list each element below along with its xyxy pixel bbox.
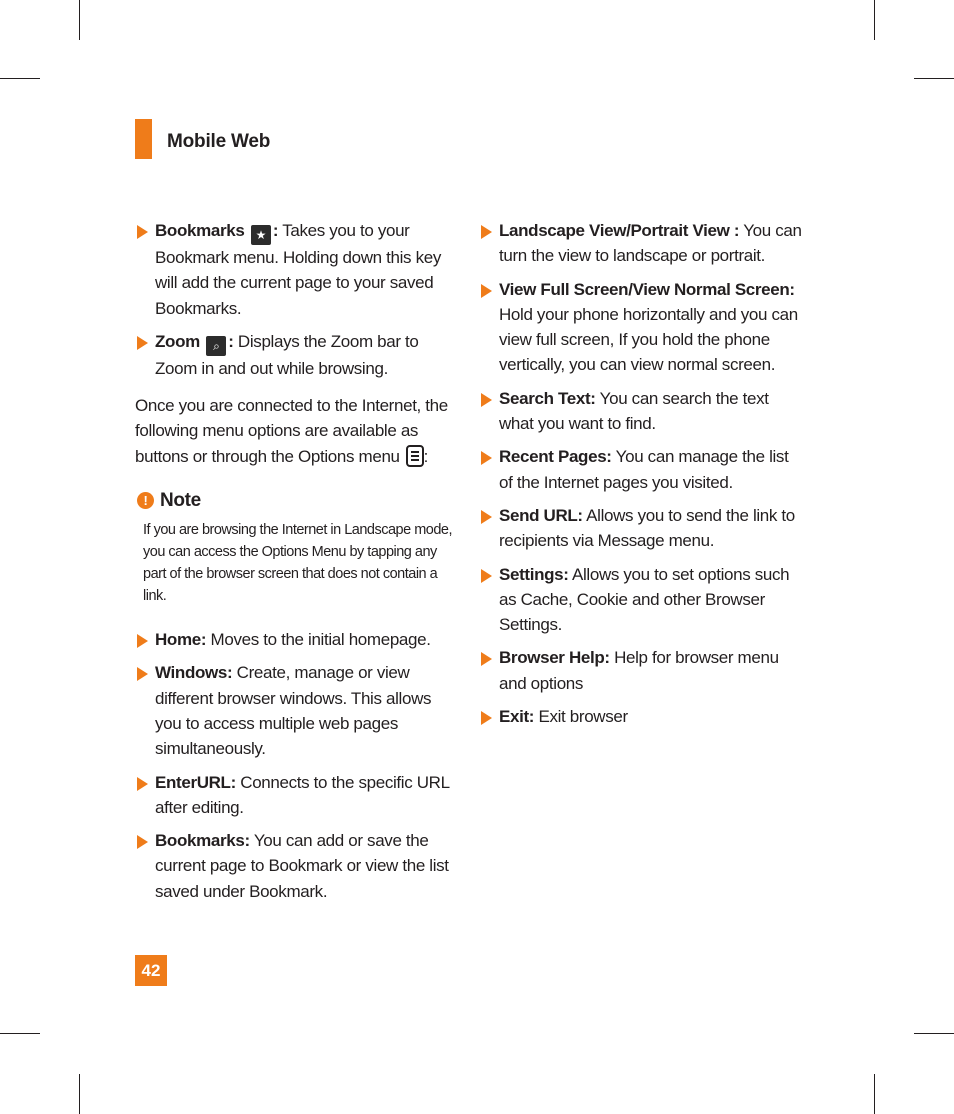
list-item-term: Bookmarks [155, 221, 245, 240]
list-item-term: Recent Pages: [499, 447, 612, 467]
list-item-home [135, 627, 453, 652]
list-item-windows [135, 660, 453, 761]
list-item-term: Search Text: [499, 388, 596, 408]
section-title: Mobile Web [167, 131, 271, 152]
list-item-term: Browser Help: [499, 648, 610, 668]
bullet-arrow-icon [481, 510, 492, 524]
bullet-arrow-icon [137, 225, 148, 239]
bullet-arrow-icon [137, 835, 148, 849]
list-item-text: You can search the text what you want to find. [499, 388, 769, 434]
list-item-text: Takes you to your Bookmark menu. Holding down this key will add the current page to your saved Bookmarks. [155, 221, 441, 318]
bullet-arrow-icon [481, 284, 492, 298]
list-item-text: Hold your phone horizontally and you can view full screen, If you hold the phone vertically, you can view normal screen. [499, 304, 798, 375]
bullet-arrow-icon [481, 225, 492, 239]
crop-mark [79, 1074, 80, 1114]
list-item-term-suffix: : [228, 331, 234, 351]
list-item-term: View Full Screen/View Normal Screen: [499, 279, 795, 299]
bullet-arrow-icon [481, 451, 492, 465]
list-item-term: Settings: [499, 564, 569, 584]
list-item-term: Exit: [499, 707, 535, 727]
note-text: If you are browsing the Internet in Landscape mode, you can access the Options Menu by tapping any part of the browser screen that does not contain a link. [143, 522, 453, 605]
list-item-full-screen [479, 277, 804, 378]
crop-mark [914, 78, 954, 79]
left-column [135, 218, 453, 912]
list-item-text: Moves to the initial homepage. [206, 630, 431, 650]
list-item-term: Send URL: [499, 505, 583, 525]
bullet-arrow-icon [137, 667, 148, 681]
note-heading [135, 489, 453, 513]
paragraph-suffix: : [423, 446, 429, 466]
list-item-text: Create, manage or view different browser windows. This allows you to access multiple web pages simultaneously. [155, 663, 432, 759]
list-item-search-text [479, 386, 804, 437]
note-title: Note [160, 490, 201, 512]
list-item-send-url [479, 503, 804, 554]
bullet-arrow-icon [481, 711, 492, 725]
crop-mark [79, 0, 80, 40]
bullet-arrow-icon [481, 393, 492, 407]
note-box [135, 489, 453, 607]
list-item-text: Connects to the specific URL after editing. [155, 772, 450, 817]
crop-mark [0, 1033, 40, 1034]
list-item-text: Allows you to send the link to recipients via Message menu. [499, 505, 795, 551]
bullet-arrow-icon [481, 569, 492, 583]
options-menu-icon [406, 445, 424, 467]
list-item-term: Landscape View/Portrait View : [499, 221, 740, 240]
list-item-text: Exit browser [534, 707, 628, 727]
list-item-bookmarks-key [135, 218, 453, 321]
bullet-arrow-icon [137, 777, 148, 791]
bullet-arrow-icon [481, 652, 492, 666]
crop-mark [874, 0, 875, 40]
list-item-enterurl [135, 770, 453, 821]
list-item-term: Zoom [155, 331, 200, 351]
list-item-term: Windows: [155, 663, 233, 683]
list-item-exit [479, 704, 804, 729]
section-marker [135, 119, 152, 159]
page-number: 42 [135, 955, 167, 986]
right-column [479, 218, 804, 737]
list-item-zoom [135, 329, 453, 381]
list-item-bookmarks [135, 828, 453, 904]
list-item-landscape-view [479, 218, 804, 269]
list-item-browser-help [479, 645, 804, 696]
intro-paragraph [135, 393, 453, 469]
list-item-text: You can add or save the current page to Bookmark or view the list saved under Bookmark. [155, 831, 449, 901]
star-icon: ★ [251, 225, 271, 245]
list-item-text: Allows you to set options such as Cache, Cookie and other Browser Settings. [499, 564, 790, 635]
bullet-arrow-icon [137, 634, 148, 648]
warning-icon: ! [137, 492, 154, 509]
list-item-term: Bookmarks: [155, 831, 250, 851]
list-item-text: You can turn the view to landscape or portrait. [499, 221, 802, 266]
list-item-text: Displays the Zoom bar to Zoom in and out while browsing. [155, 331, 419, 378]
crop-mark [914, 1033, 954, 1034]
list-item-term: Home: [155, 630, 207, 650]
bullet-arrow-icon [137, 336, 148, 350]
list-item-text: Help for browser menu and options [499, 648, 779, 693]
list-item-text: You can manage the list of the Internet pages you visited. [499, 447, 789, 492]
list-item-term: EnterURL: [155, 772, 236, 792]
crop-mark [874, 1074, 875, 1114]
crop-mark [0, 78, 40, 79]
list-item-term-suffix: : [272, 221, 279, 240]
magnifier-icon: ⌕ [206, 336, 226, 356]
list-item-recent-pages [479, 444, 804, 495]
list-item-settings [479, 562, 804, 638]
paragraph-text: Once you are connected to the Internet, the following menu options are available as buttons or through the Options menu [135, 396, 448, 466]
